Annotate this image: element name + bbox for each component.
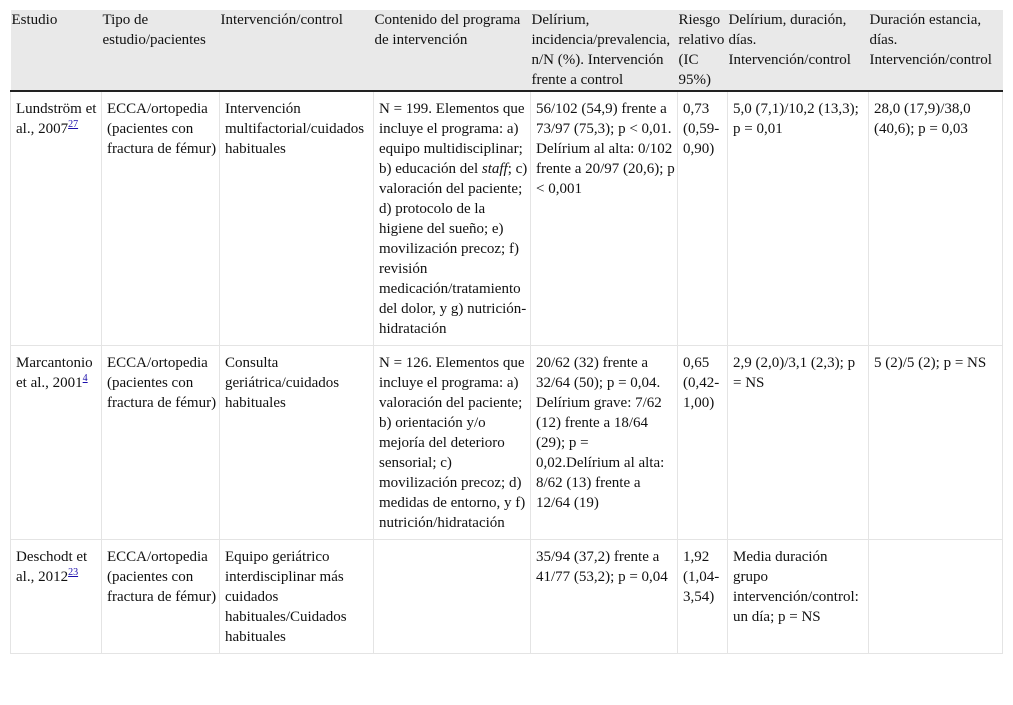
reference-link[interactable]: 23 bbox=[68, 567, 79, 578]
cell-riesgo: 0,73 (0,59-0,90) bbox=[678, 91, 728, 346]
cell-estudio bbox=[11, 91, 102, 346]
header-tipo: Tipo de estudio/pacientes bbox=[102, 10, 220, 91]
cell-estudio bbox=[11, 540, 102, 654]
cell-contenido bbox=[374, 346, 531, 540]
content-text: N = 199. Elementos que incluye el programa: a) equipo multidisciplinar; b) educación del bbox=[379, 101, 525, 177]
reference-link[interactable]: 27 bbox=[68, 119, 79, 130]
cell-tipo: ECCA/ortopedia (pacientes con fractura de fémur) bbox=[102, 91, 220, 346]
cell-duracion: 2,9 (2,0)/3,1 (2,3); p = NS bbox=[728, 346, 869, 540]
content-text: N = 126. Elementos que incluye el programa: a) valoración del paciente; b) orientación y/o mejoría del deterioro sensorial; c) movilización precoz; d) medidas de entorno, y f) nutrición/hidratación bbox=[379, 355, 526, 531]
cell-contenido bbox=[374, 91, 531, 346]
header-row bbox=[11, 10, 1003, 91]
study-name: Lundström et al., 2007 bbox=[16, 101, 97, 137]
cell-delirium: 35/94 (37,2) frente a 41/77 (53,2); p = 0,04 bbox=[531, 540, 678, 654]
study-name: Marcantonio et al., 2001 bbox=[16, 355, 93, 391]
cell-estancia: 28,0 (17,9)/38,0 (40,6); p = 0,03 bbox=[869, 91, 1003, 346]
cell-delirium: 56/102 (54,9) frente a 73/97 (75,3); p < 0,01. Delírium al alta: 0/102 frente a 20/97 (20,6); p < 0,001 bbox=[531, 91, 678, 346]
cell-riesgo: 1,92 (1,04-3,54) bbox=[678, 540, 728, 654]
cell-duracion: Media duración grupo intervención/control: un día; p = NS bbox=[728, 540, 869, 654]
results-table bbox=[10, 10, 1003, 654]
study-name: Deschodt et al., 2012 bbox=[16, 549, 88, 585]
cell-riesgo: 0,65 (0,42-1,00) bbox=[678, 346, 728, 540]
cell-intervencion: Intervención multifactorial/cuidados habituales bbox=[220, 91, 374, 346]
cell-contenido bbox=[374, 540, 531, 654]
cell-estudio bbox=[11, 346, 102, 540]
header-estancia: Duración estancia, días. Intervención/control bbox=[869, 10, 1003, 91]
cell-tipo: ECCA/ortopedia (pacientes con fractura de fémur) bbox=[102, 346, 220, 540]
content-emphasis: staff bbox=[481, 161, 508, 177]
table-row bbox=[11, 91, 1003, 346]
table-row bbox=[11, 346, 1003, 540]
cell-intervencion: Equipo geriátrico interdisciplinar más cuidados habituales/Cuidados habituales bbox=[220, 540, 374, 654]
header-contenido: Contenido del programa de intervención bbox=[374, 10, 531, 91]
header-delirium: Delírium, incidencia/prevalencia, n/N (%). Intervención frente a control bbox=[531, 10, 678, 91]
cell-delirium: 20/62 (32) frente a 32/64 (50); p = 0,04. Delírium grave: 7/62 (12) frente a 18/64 (29); p = 0,02.Delírium al alta: 8/62 (13) frente a 12/64 (19) bbox=[531, 346, 678, 540]
header-estudio: Estudio bbox=[11, 10, 102, 91]
cell-tipo: ECCA/ortopedia (pacientes con fractura de fémur) bbox=[102, 540, 220, 654]
reference-link[interactable]: 4 bbox=[82, 373, 88, 384]
content-text-end: ; c) valoración del paciente; d) protocolo de la higiene del sueño; e) movilización precoz; f) revisión medicación/tratamiento del dolor, y g) nutrición-hidratación bbox=[379, 161, 528, 337]
cell-estancia: 5 (2)/5 (2); p = NS bbox=[869, 346, 1003, 540]
header-riesgo: Riesgo relativo (IC 95%) bbox=[678, 10, 728, 91]
cell-estancia bbox=[869, 540, 1003, 654]
cell-intervencion: Consulta geriátrica/cuidados habituales bbox=[220, 346, 374, 540]
header-duracion: Delírium, duración, días. Intervención/control bbox=[728, 10, 869, 91]
table-row bbox=[11, 540, 1003, 654]
header-intervencion: Intervención/control bbox=[220, 10, 374, 91]
cell-duracion: 5,0 (7,1)/10,2 (13,3); p = 0,01 bbox=[728, 91, 869, 346]
